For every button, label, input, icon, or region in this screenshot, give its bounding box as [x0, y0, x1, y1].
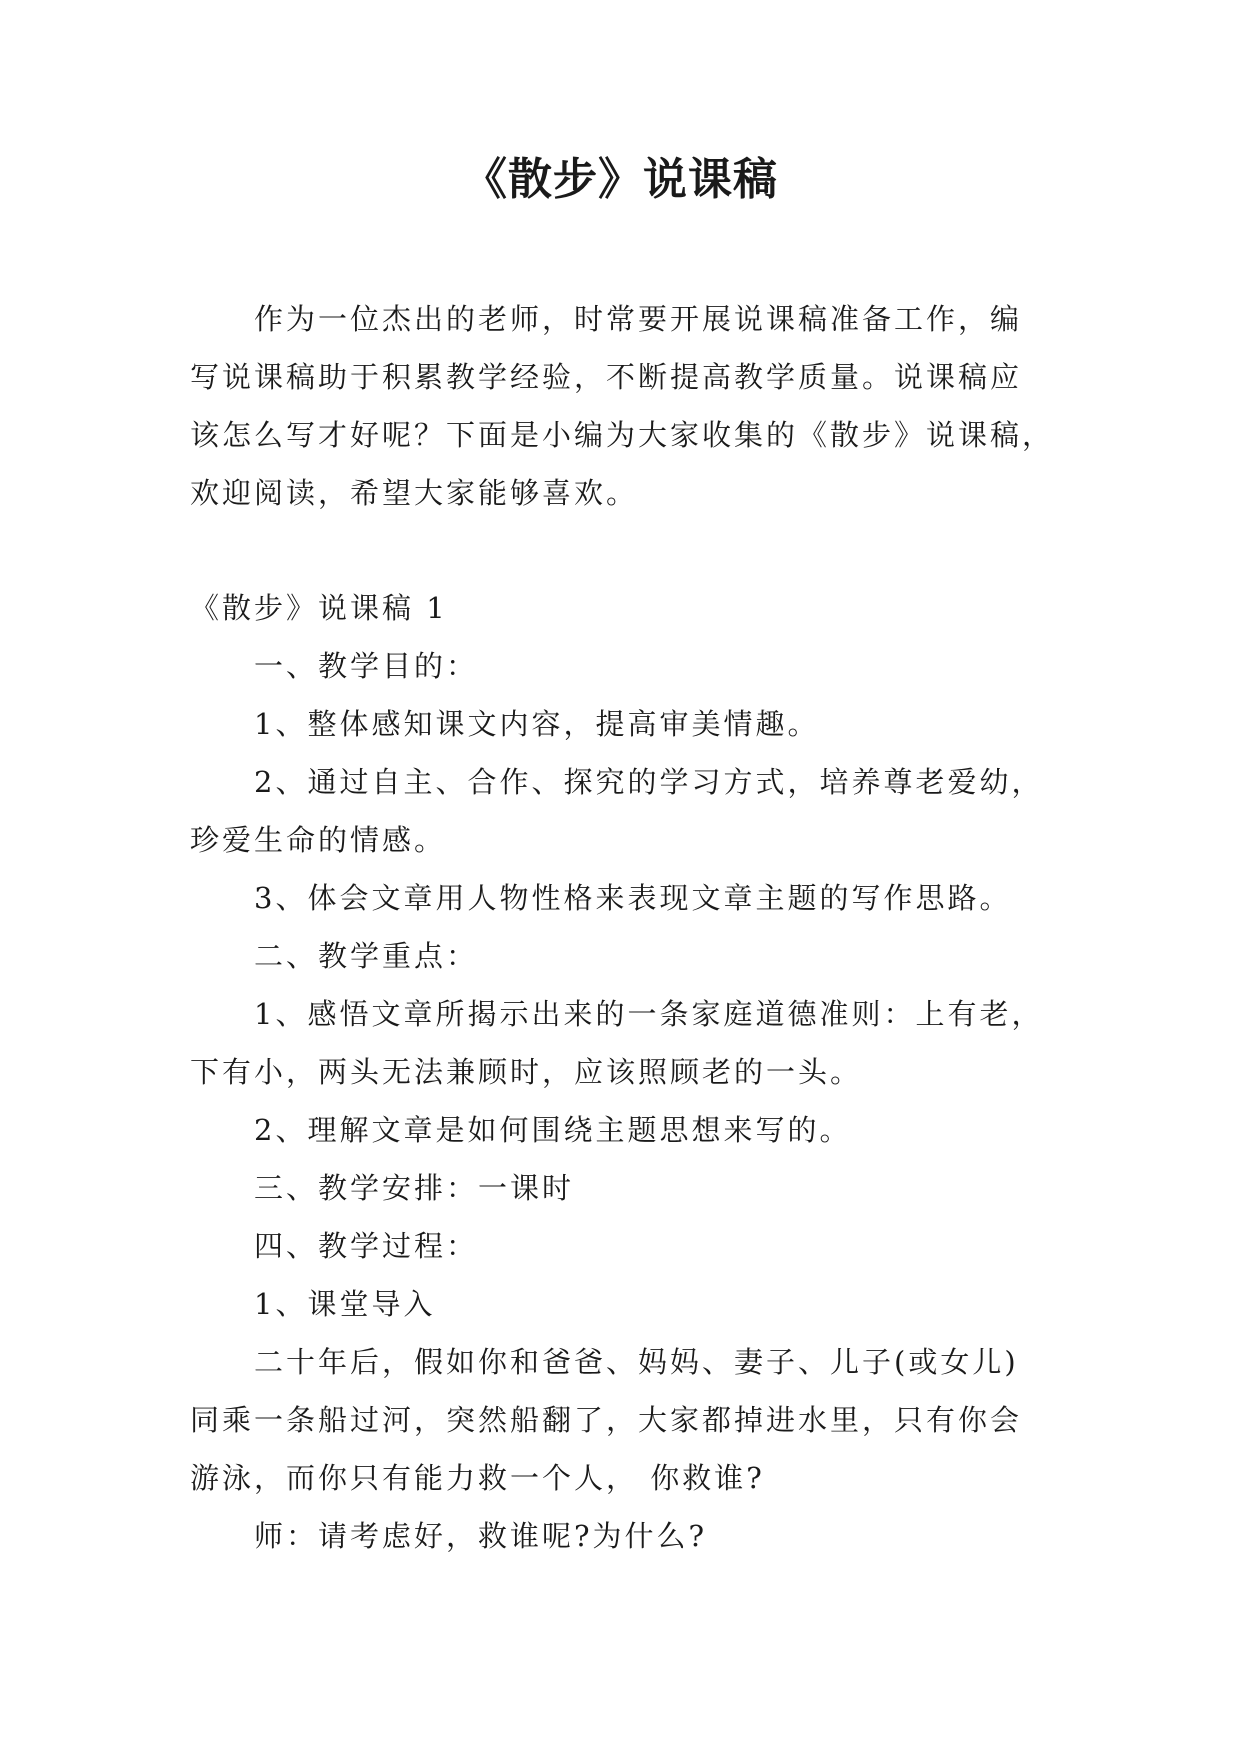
intro-line: 写说课稿助于积累教学经验，不断提高教学质量。说课稿应 [190, 360, 1023, 394]
intro-line: 欢迎阅读，希望大家能够喜欢。 [190, 476, 639, 510]
intro-line: 作为一位杰出的老师，时常要开展说课稿准备工作，编 [254, 302, 1023, 336]
body-line: 2、通过自主、合作、探究的学习方式，培养尊老爱幼， [254, 765, 1044, 799]
body-line: 一、教学目的： [254, 649, 479, 683]
body-line: 1、课堂导入 [254, 1287, 436, 1321]
body-line: 同乘一条船过河，突然船翻了，大家都掉进水里，只有你会 [190, 1403, 1023, 1437]
body-line: 四、教学过程： [254, 1229, 479, 1263]
body-line: 二、教学重点： [254, 939, 479, 973]
section-heading: 《散步》说课稿 1 [190, 591, 448, 625]
body-line: 3、体会文章用人物性格来表现文章主题的写作思路。 [254, 881, 1012, 915]
intro-line: 该怎么写才好呢？下面是小编为大家收集的《散步》说课稿， [190, 418, 1055, 452]
body-line: 下有小，两头无法兼顾时，应该照顾老的一头。 [190, 1055, 863, 1089]
body-line: 二十年后，假如你和爸爸、妈妈、妻子、儿子(或女儿) [254, 1345, 1019, 1379]
paragraph-gap [190, 522, 1060, 579]
body-line: 师：请考虑好，救谁呢?为什么? [254, 1519, 708, 1553]
document-body [190, 290, 1060, 1565]
body-line: 1、感悟文章所揭示出来的一条家庭道德准则：上有老， [254, 997, 1044, 1031]
body-line: 游泳，而你只有能力救一个人， 你救谁? [190, 1461, 765, 1495]
body-line: 1、整体感知课文内容，提高审美情趣。 [254, 707, 820, 741]
document-title: 《散步》说课稿 [463, 154, 778, 205]
body-line: 珍爱生命的情感。 [190, 823, 447, 857]
body-line: 三、教学安排：一课时 [254, 1171, 575, 1205]
body-line: 2、理解文章是如何围绕主题思想来写的。 [254, 1113, 852, 1147]
